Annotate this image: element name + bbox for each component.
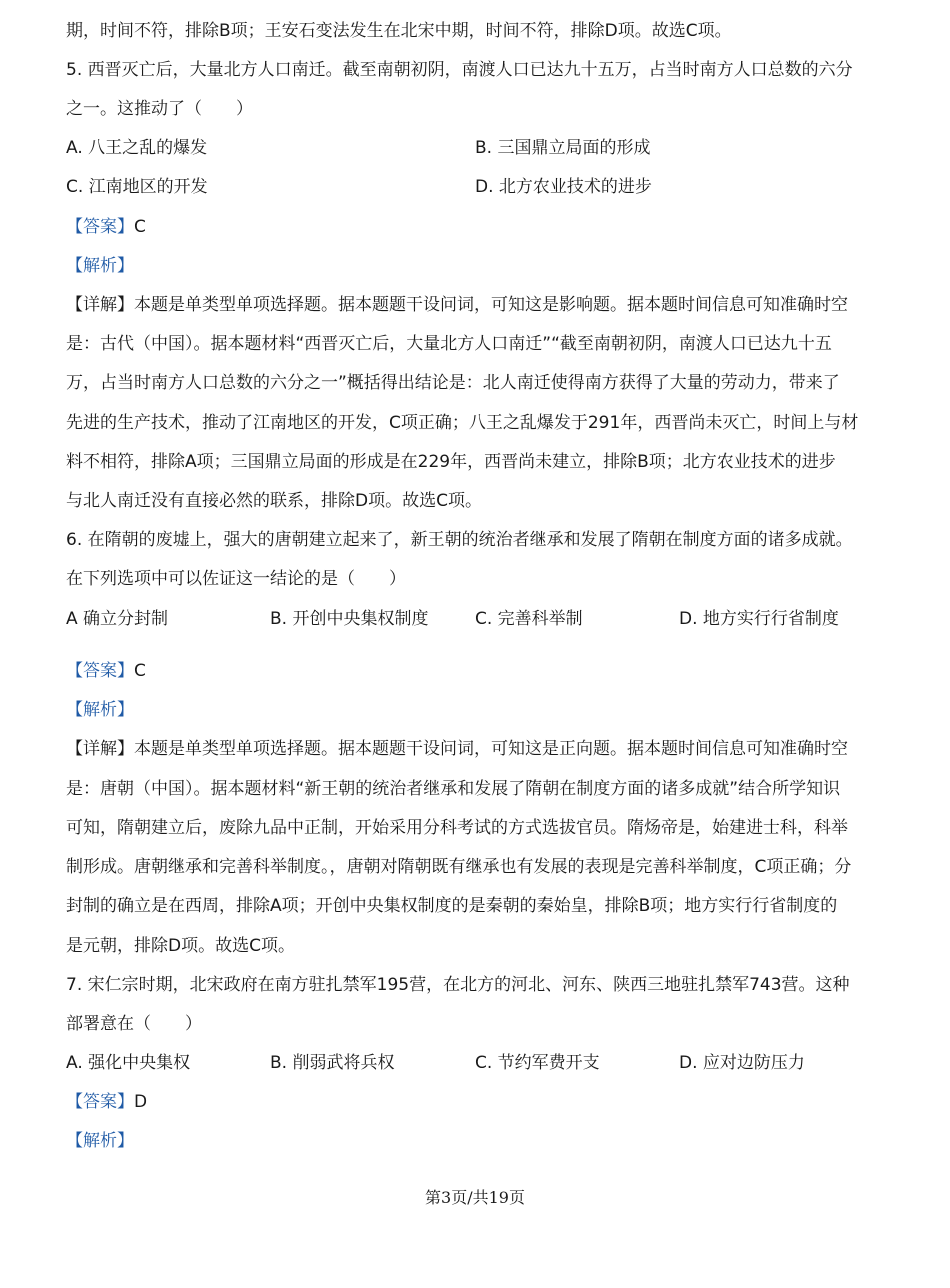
- q6-option-a: A 确立分封制: [66, 609, 169, 629]
- q5-detail-line-4: 先进的生产技术，推动了江南地区的开发，C项正确；八王之乱爆发于291年，西晋尚未灭亡，时间上与材: [66, 413, 859, 433]
- q5-option-d: D. 北方农业技术的进步: [475, 177, 652, 197]
- answer-value: D: [134, 1092, 148, 1112]
- q6-detail-line-1: [66, 738, 896, 760]
- q5-answer: [66, 216, 896, 238]
- q5-stem-line-2: 之一。这推动了（ ）: [66, 99, 253, 119]
- q5-stem-line-1: 5. 西晋灭亡后，大量北方人口南迁。截至南朝初阴，南渡人口已达九十五万，占当时南方人口总数的六分: [66, 60, 853, 80]
- q6-detail-line-6: 是元朝，排除D项。故选C项。: [66, 936, 295, 956]
- detail-text: 本题是单类型单项选择题。据本题题干设问词，可知这是影响题。据本题时间信息可知准确时空: [134, 295, 848, 315]
- q6-option-d: D. 地方实行行省制度: [679, 609, 839, 629]
- q6-option-c: C. 完善科举制: [475, 609, 583, 629]
- q6-stem-line-2: 在下列选项中可以佐证这一结论的是（ ）: [66, 569, 406, 589]
- answer-tag: 【答案】: [66, 1092, 134, 1112]
- detail-tag: 【详解】: [66, 739, 134, 759]
- q5-detail-line-6: 与北人南迁没有直接必然的联系，排除D项。故选C项。: [66, 491, 482, 511]
- previous-analysis-tail: 期，时间不符，排除B项；王安石变法发生在北宋中期，时间不符，排除D项。故选C项。: [66, 21, 732, 41]
- q7-option-b: B. 削弱武将兵权: [270, 1053, 395, 1073]
- q7-option-c: C. 节约军费开支: [475, 1053, 600, 1073]
- q7-stem-line-2: 部署意在（ ）: [66, 1014, 202, 1034]
- q6-detail-line-5: 封制的确立是在西周，排除A项；开创中央集权制度的是秦朝的秦始皇，排除B项；地方实行行省制度的: [66, 896, 838, 916]
- q7-analysis-tag: 【解析】: [66, 1131, 134, 1151]
- detail-tag: 【详解】: [66, 295, 134, 315]
- answer-value: C: [134, 217, 146, 237]
- q7-option-d: D. 应对边防压力: [679, 1053, 805, 1073]
- answer-value: C: [134, 661, 146, 681]
- page-footer: 第3页/共19页: [425, 1188, 525, 1207]
- q5-detail-line-2: 是：古代（中国）。据本题材料“西晋灭亡后，大量北方人口南迁”“截至南朝初阴，南渡人口已达九十五: [66, 334, 832, 354]
- q5-analysis-tag: 【解析】: [66, 256, 134, 276]
- q6-detail-line-2: 是：唐朝（中国）。据本题材料“新王朝的统治者继承和发展了隋朝在制度方面的诸多成就”结合所学知识: [66, 779, 841, 799]
- q6-option-b: B. 开创中央集权制度: [270, 609, 429, 629]
- q5-option-b: B. 三国鼎立局面的形成: [475, 138, 651, 158]
- q5-detail-line-5: 料不相符，排除A项；三国鼎立局面的形成是在229年，西晋尚未建立，排除B项；北方农业技术的进步: [66, 452, 836, 472]
- answer-tag: 【答案】: [66, 661, 134, 681]
- q5-detail-line-1: [66, 294, 896, 316]
- q6-stem-line-1: 6. 在隋朝的废墟上，强大的唐朝建立起来了，新王朝的统治者继承和发展了隋朝在制度方面的诸多成就。: [66, 530, 853, 550]
- q5-detail-line-3: 万，占当时南方人口总数的六分之一”概括得出结论是：北人南迁使得南方获得了大量的劳动力，带来了: [66, 373, 840, 393]
- q5-option-a: A. 八王之乱的爆发: [66, 138, 208, 158]
- q7-answer: [66, 1091, 896, 1113]
- q7-option-a: A. 强化中央集权: [66, 1053, 191, 1073]
- q5-option-c: C. 江南地区的开发: [66, 177, 208, 197]
- detail-text: 本题是单类型单项选择题。据本题题干设问词，可知这是正向题。据本题时间信息可知准确时空: [134, 739, 848, 759]
- q6-analysis-tag: 【解析】: [66, 700, 134, 720]
- q6-detail-line-3: 可知，隋朝建立后，废除九品中正制，开始采用分科考试的方式选拔官员。隋炀帝是，始建进士科，科举: [66, 818, 848, 838]
- q6-answer: [66, 660, 896, 682]
- q7-stem-line-1: 7. 宋仁宗时期，北宋政府在南方驻扎禁军195营，在北方的河北、河东、陕西三地驻扎禁军743营。这种: [66, 975, 850, 995]
- answer-tag: 【答案】: [66, 217, 134, 237]
- q6-detail-line-4: 制形成。唐朝继承和完善科举制度。，唐朝对隋朝既有继承也有发展的表现是完善科举制度，C项正确；分: [66, 857, 852, 877]
